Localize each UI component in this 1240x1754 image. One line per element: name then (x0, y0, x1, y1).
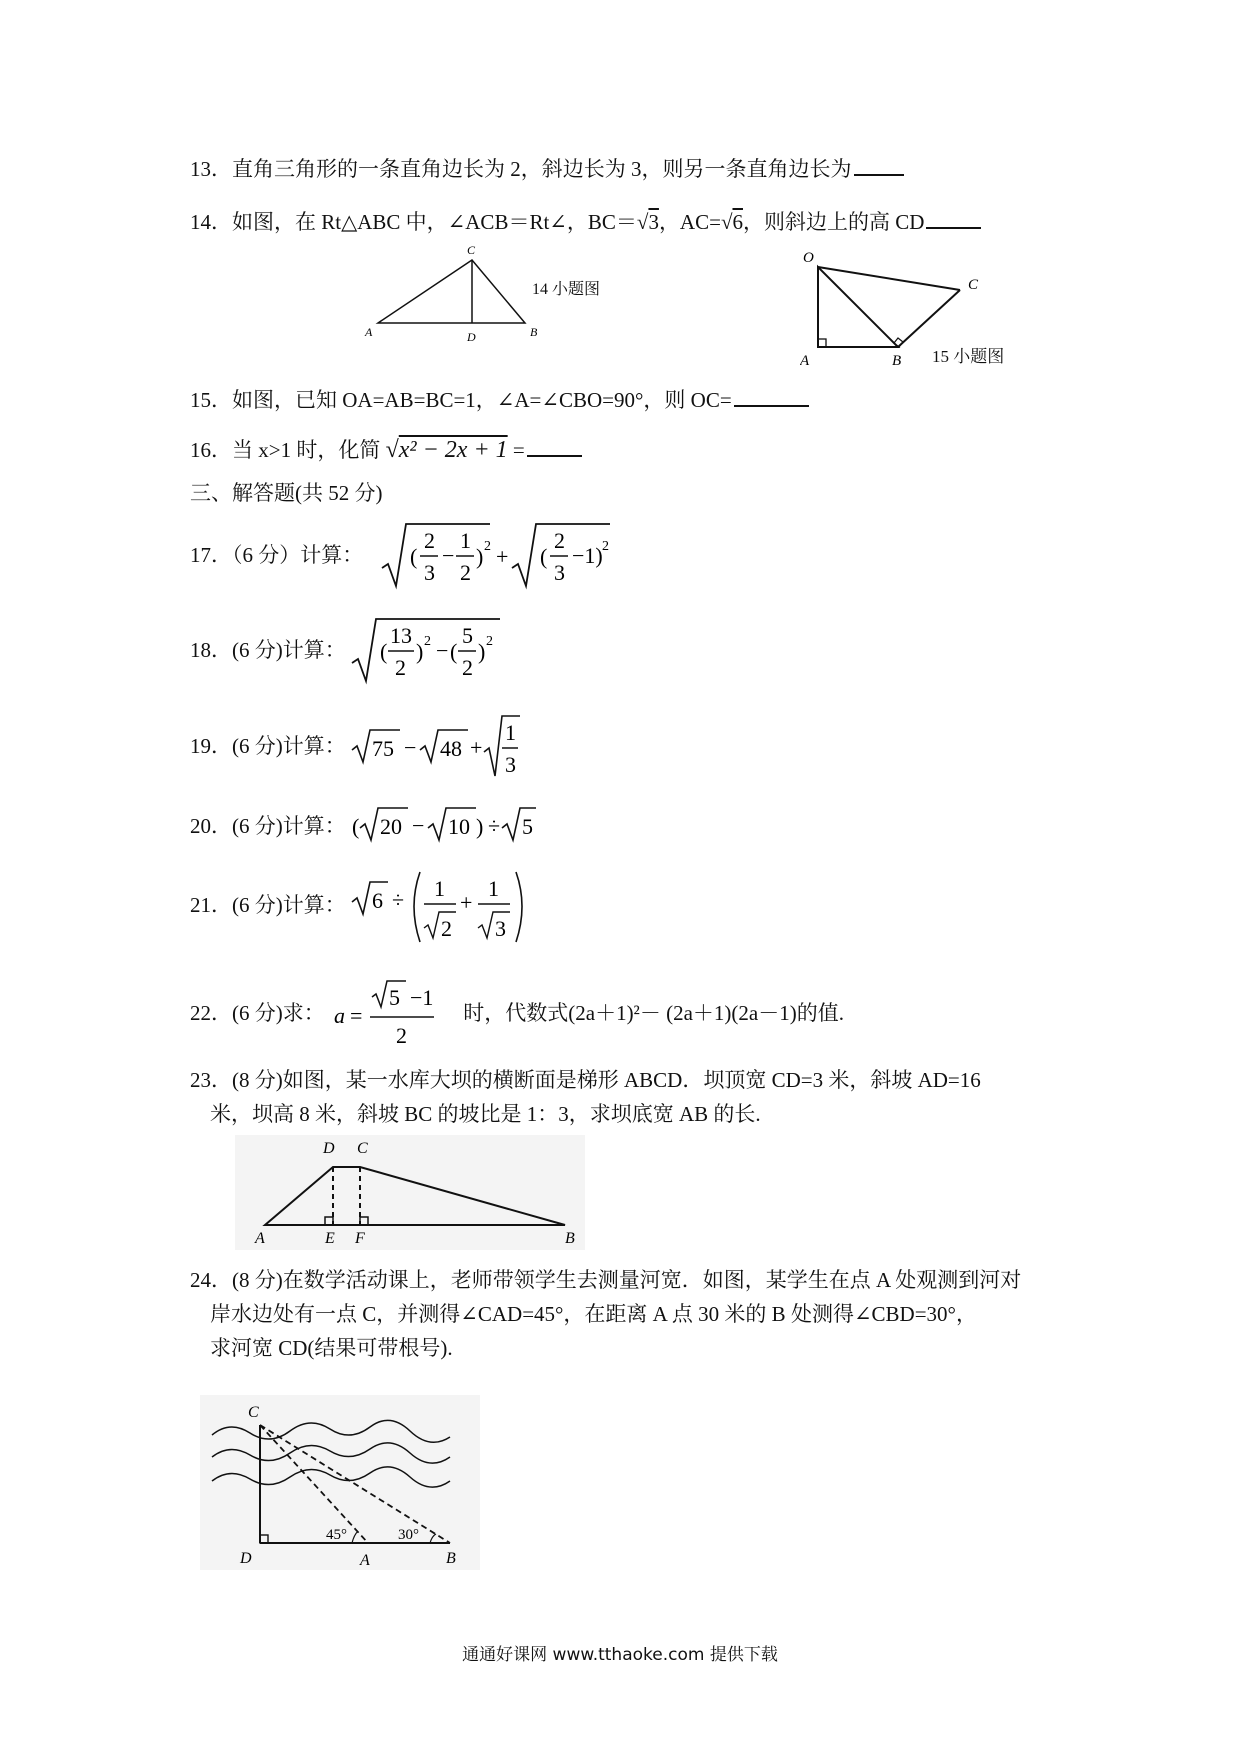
q21-formula (350, 868, 540, 948)
svg-text:2: 2 (486, 634, 493, 649)
svg-text:2: 2 (462, 655, 473, 680)
question-19-label: 19．(6 分)计算： (190, 734, 346, 758)
svg-text:10: 10 (448, 814, 470, 839)
svg-text:2: 2 (460, 560, 471, 585)
q18-formula (350, 615, 510, 685)
label-b: B (530, 325, 538, 339)
question-14 (190, 205, 981, 237)
svg-text:6: 6 (372, 888, 383, 913)
figure-14-caption: 14 小题图 (532, 281, 601, 298)
svg-text:2: 2 (484, 539, 491, 554)
svg-text:(: ( (450, 639, 458, 664)
question-13 (190, 152, 904, 184)
svg-text:48: 48 (440, 736, 462, 761)
svg-text:3: 3 (424, 560, 435, 585)
svg-text:1: 1 (460, 528, 471, 553)
q19-formula (350, 712, 520, 782)
svg-text:(: ( (410, 544, 418, 569)
question-18 (190, 635, 346, 665)
svg-text:3: 3 (554, 560, 565, 585)
label-a: A (365, 325, 373, 339)
label-a: A (255, 1230, 265, 1247)
svg-text:a: a (334, 1003, 345, 1028)
page-footer: 通通好课网 www.tthaoke.com 提供下载 (462, 1645, 778, 1665)
label-b: B (892, 353, 902, 369)
question-15-text: 15．如图，已知 OA=AB=BC=1，∠A=∠CBO=90°，则 OC= (190, 388, 732, 412)
label-d: D (240, 1550, 252, 1567)
question-21-label: 21．(6 分)计算： (190, 893, 346, 917)
question-17 (190, 540, 363, 570)
svg-text:2: 2 (424, 634, 431, 649)
svg-text:3: 3 (505, 752, 516, 777)
svg-text:2: 2 (424, 528, 435, 553)
svg-text:5: 5 (462, 623, 473, 648)
question-14-mid: ，AC= (658, 210, 721, 234)
svg-text:75: 75 (372, 736, 394, 761)
svg-text:−: − (404, 735, 417, 760)
svg-text:2: 2 (441, 916, 452, 941)
svg-text:): ) (476, 544, 484, 569)
svg-text:2: 2 (554, 528, 565, 553)
sqrt-3: √3 (636, 210, 659, 234)
figure-15-caption: 15 小题图 (932, 347, 1005, 366)
question-15 (190, 383, 809, 415)
svg-text:=: = (350, 1003, 363, 1028)
question-16-prefix: 16．当 x>1 时，化简 (190, 438, 381, 462)
label-a: A (800, 353, 810, 369)
label-c: C (968, 277, 979, 293)
question-22-suffix: 时，代数式(2a＋1)²－ (2a＋1)(2a－1)的值. (463, 1001, 844, 1025)
question-19 (190, 731, 346, 761)
q22-formula (330, 975, 462, 1055)
svg-text:): ) (476, 814, 484, 839)
svg-text:5: 5 (389, 985, 400, 1010)
svg-text:÷: ÷ (488, 813, 501, 838)
label-c: C (467, 243, 476, 257)
question-14-suffix: ，则斜边上的高 CD (742, 210, 925, 234)
question-24-line1: 24．(8 分)在数学活动课上，老师带领学生去测量河宽．如图，某学生在点 A 处观测到河对 (190, 1268, 1022, 1292)
label-c: C (248, 1404, 259, 1421)
svg-text:1: 1 (505, 720, 516, 745)
svg-text:1: 1 (488, 876, 499, 901)
question-22 (190, 998, 844, 1028)
svg-text:5: 5 (522, 814, 533, 839)
figure-23 (235, 1135, 585, 1250)
sqrt-expression: √x² − 2x + 1 (385, 437, 508, 463)
question-14-prefix: 14．如图，在 Rt△ABC 中，∠ACB＝Rt∠，BC＝ (190, 210, 637, 234)
label-b: B (565, 1230, 575, 1247)
svg-text:÷: ÷ (392, 887, 405, 912)
answer-blank (854, 152, 904, 176)
question-22-label: 22．(6 分)求： (190, 1001, 325, 1025)
question-23-line2: 米，坝高 8 米，斜坡 BC 的坡比是 1：3，求坝底宽 AB 的长. (210, 1102, 761, 1126)
question-16-suffix: = (512, 438, 525, 462)
label-a: A (360, 1552, 370, 1569)
label-d: D (323, 1140, 335, 1157)
question-21 (190, 890, 346, 920)
svg-text:+: + (496, 544, 509, 569)
svg-text:3: 3 (495, 916, 506, 941)
svg-text:+: + (460, 890, 473, 915)
svg-text:−1): −1) (572, 543, 603, 568)
answer-blank (527, 433, 582, 457)
svg-text:13: 13 (390, 623, 412, 648)
q20-formula (350, 800, 540, 848)
question-23-line1: 23．(8 分)如图，某一水库大坝的横断面是梯形 ABCD．坝顶宽 CD=3 米，斜坡 AD=16 (190, 1068, 981, 1092)
question-16 (190, 433, 582, 465)
question-24-line2: 岸水边处有一点 C，并测得∠CAD=45°，在距离 A 点 30 米的 B 处测得∠CBD=30°， (210, 1302, 977, 1326)
label-d: D (467, 330, 476, 344)
svg-text:(: ( (352, 814, 360, 839)
svg-text:20: 20 (380, 814, 402, 839)
svg-text:2: 2 (395, 655, 406, 680)
angle-45-label: 45° (326, 1527, 347, 1543)
q17-formula (380, 520, 620, 590)
sqrt-6: √6 (720, 210, 743, 234)
question-20 (190, 811, 346, 841)
svg-text:−: − (442, 543, 455, 568)
label-o: O (803, 250, 814, 266)
svg-text:): ) (416, 639, 424, 664)
svg-text:(: ( (380, 639, 388, 664)
question-18-label: 18．(6 分)计算： (190, 638, 346, 662)
angle-30-label: 30° (398, 1527, 419, 1543)
svg-text:−: − (412, 813, 425, 838)
svg-text:2: 2 (396, 1023, 407, 1048)
svg-text:−1: −1 (410, 985, 434, 1010)
label-c: C (357, 1140, 368, 1157)
svg-text:(: ( (540, 544, 548, 569)
figure-24 (200, 1395, 480, 1570)
svg-text:2: 2 (602, 539, 609, 554)
label-e: E (325, 1230, 335, 1247)
question-20-label: 20．(6 分)计算： (190, 814, 346, 838)
svg-text:): ) (478, 639, 486, 664)
svg-text:+: + (470, 735, 483, 760)
svg-text:1: 1 (434, 876, 445, 901)
question-24-line3: 求河宽 CD(结果可带根号). (210, 1336, 453, 1360)
label-f: F (355, 1230, 365, 1247)
answer-blank (734, 383, 809, 407)
section-title: 三、解答题(共 52 分) (190, 481, 383, 505)
svg-text:−: − (436, 638, 449, 663)
question-13-text: 13．直角三角形的一条直角边长为 2，斜边长为 3，则另一条直角边长为 (190, 157, 852, 181)
question-17-label: 17．（6 分）计算： (190, 543, 364, 567)
answer-blank (926, 205, 981, 229)
label-b: B (446, 1550, 456, 1567)
